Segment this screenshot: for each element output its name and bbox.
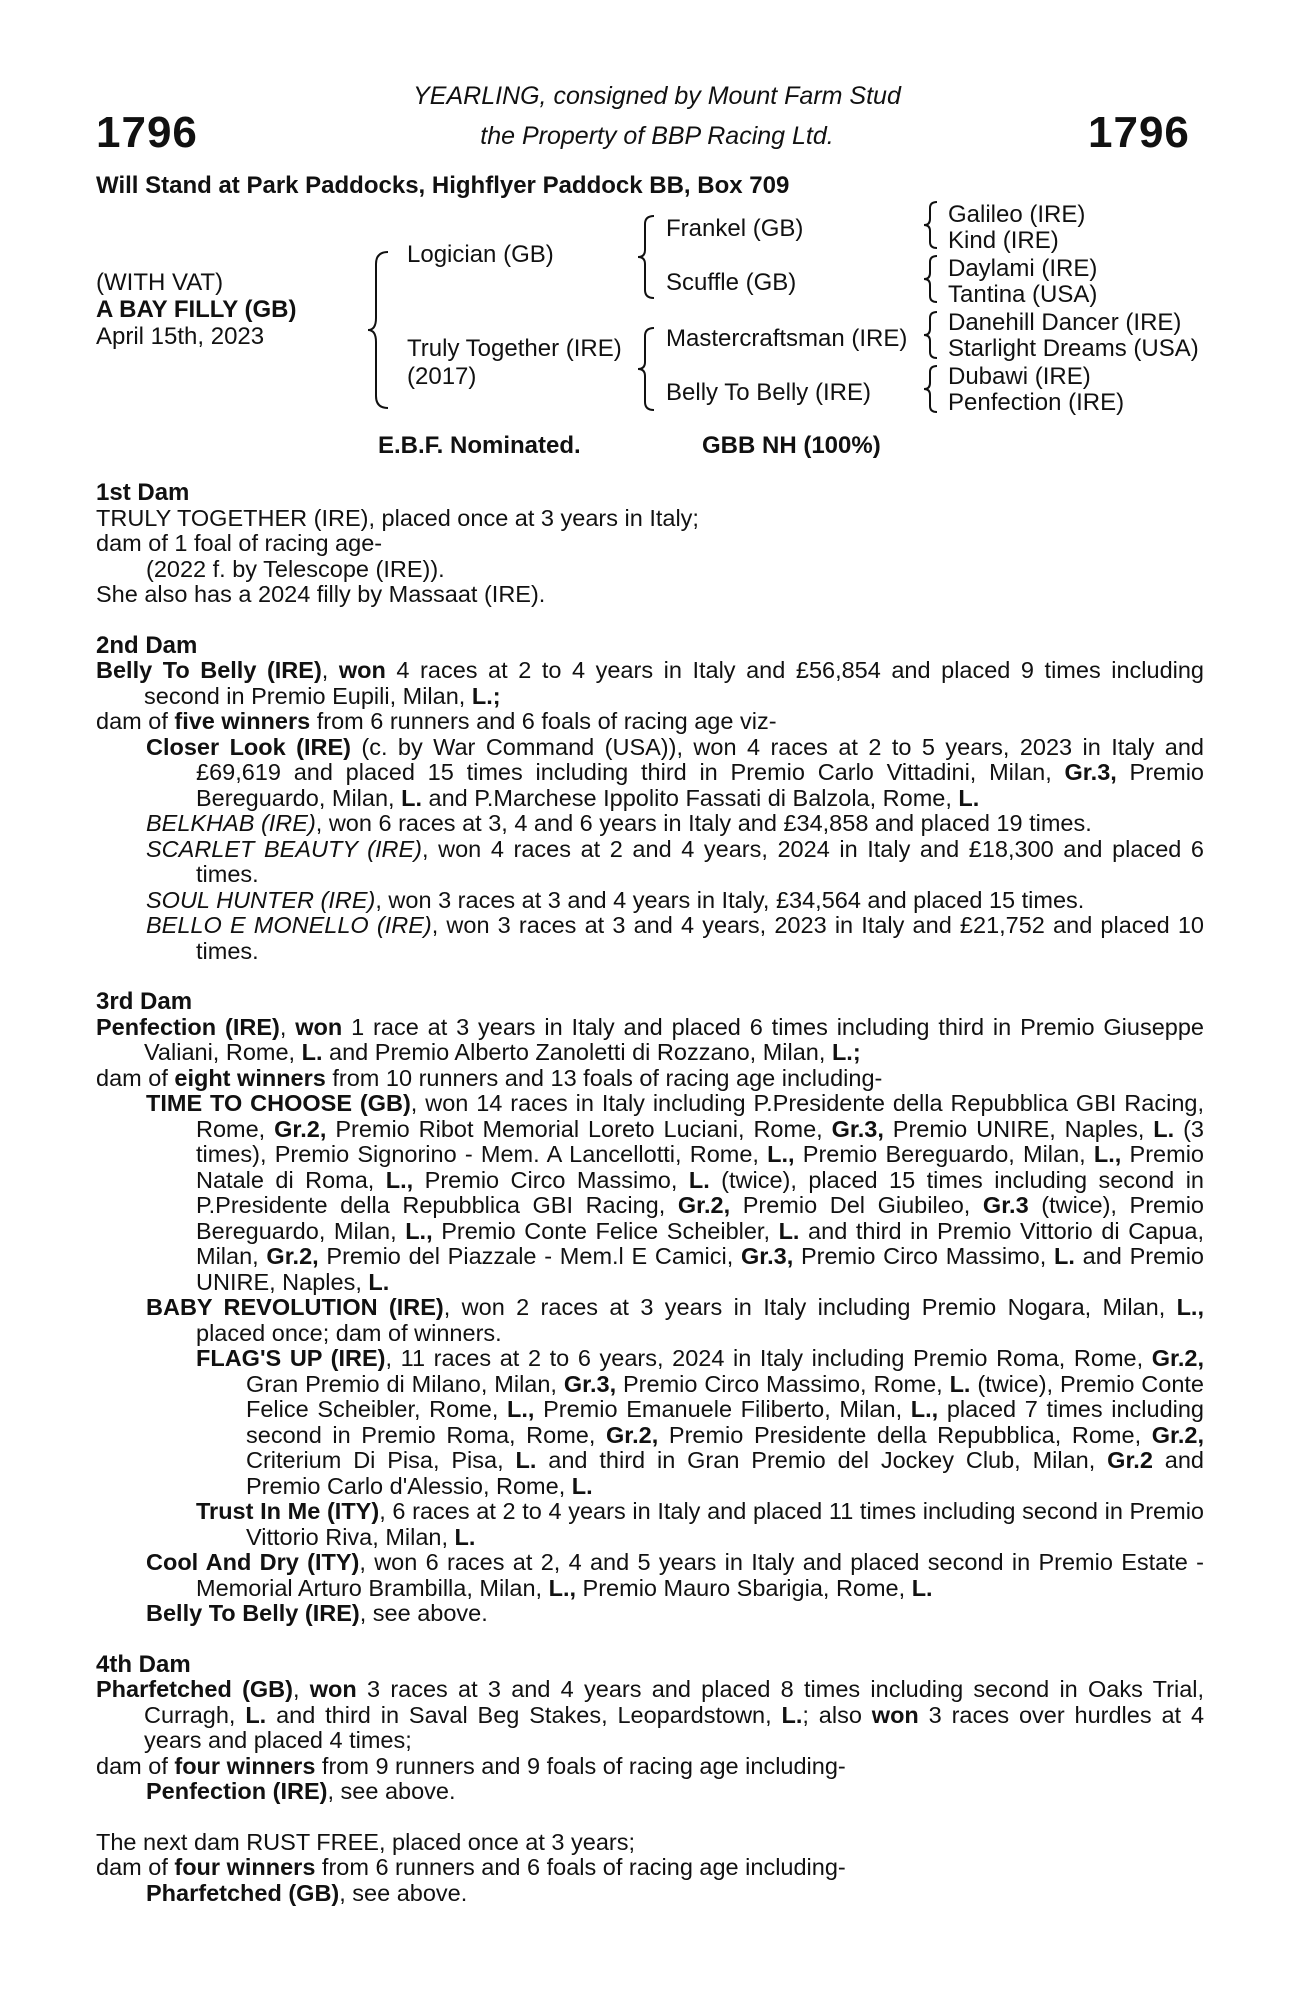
produce-baby-revolution: BABY REVOLUTION (IRE), won 2 races at 3 years in Italy including Premio Nogara, Milan, L., placed once; dam of winners. [146,1294,1204,1346]
produce-cool-and-dry: Cool And Dry (ITY), won 6 races at 2, 4 and 5 years in Italy and placed second in Premio Estate - Memorial Arturo Brambilla, Milan, L., Premio Mauro Sbarigia, Rome, L. [146,1549,1204,1601]
first-dam-summary: TRULY TOGETHER (IRE), placed once at 3 years in Italy; [96,504,699,531]
sire-dam: Scuffle (GB) [666,269,797,296]
pedigree-brace-main [368,250,392,410]
produce-belkhab: BELKHAB (IRE), won 6 races at 3, 4 and 6 years in Italy and £34,858 and placed 19 times. [146,810,1092,836]
granddam-1: Kind (IRE) [948,227,1059,254]
dam: Truly Together (IRE) [407,335,622,362]
produce-penfection: Penfection (IRE), see above. [146,1778,456,1804]
grandsire-1: Galileo (IRE) [948,201,1086,228]
produce-time-to-choose: TIME TO CHOOSE (GB), won 14 races in Italy including P.Presidente della Repubblica GBI Racing, Rome, Gr.2, Premio Ribot Memorial Loreto Luciani, Rome, Gr.3, Premio UNIRE, Naples, L. (3 times), Premio Signorino - Mem. A Lancellotti, Rome, L., Premio Bereguardo, Milan, L., Premio Natale di Roma, L., Premio Circo Massimo, L. (twice), placed 15 times including second in P.Presidente della Repubblica GBI Racing, Gr.2, Premio Del Giubileo, Gr.3 (twice), Premio Bereguardo, Milan, L., Premio Conte Felice Scheibler, L. and third in Premio Vittorio di Capua, Milan, Gr.2, Premio del Piazzale - Mem.l E Camici, Gr.3, Premio Circo Massimo, L. and Premio UNIRE, Naples, L. [146,1090,1204,1295]
pedigree-brace-g4 [924,364,940,414]
next-dam-record: The next dam RUST FREE, placed once at 3 years; [96,1828,636,1855]
second-dam-section [96,633,1204,965]
second-dam-heading: 2nd Dam [96,631,198,659]
grandsire-4: Dubawi (IRE) [948,363,1091,390]
first-dam-foal: (2022 f. by Telescope (IRE)). [146,555,445,582]
second-dam-record: Belly To Belly (IRE), won 4 races at 2 to 4 years in Italy and £56,854 and placed 9 times including second in Premio Eupili, Milan, L.; [96,657,1205,709]
third-dam-heading: 3rd Dam [96,988,193,1015]
produce-soul-hunter: SOUL HUNTER (IRE), won 3 races at 3 and 4 years in Italy, £34,564 and placed 15 times. [146,886,1085,913]
stand-location: Will Stand at Park Paddocks, Highflyer Paddock BB, Box 709 [96,172,790,199]
fourth-dam-record: Pharfetched (GB), won 3 races at 3 and 4 years and placed 8 times including second in Oaks Trial, Curragh, L. and third in Saval Beg Stakes, Leopardstown, L.; also won 3 races over hurdles at 4 years and placed 4 times; [96,1676,1205,1753]
horse-name: Closer Look (IRE) [146,733,351,760]
lot-number-right: 1796 [1088,108,1190,157]
pedigree-brace-g3 [924,310,940,360]
produce-scarlet-beauty: SCARLET BEAUTY (IRE), won 4 races at 2 and 4 years, 2024 in Italy and £18,300 and placed 6 times. [146,835,1205,887]
dam-lines [96,480,1204,1931]
second-dam-produce: dam of five winners from 6 runners and 6 foals of racing age viz- [96,708,777,734]
fourth-dam-produce: dam of four winners from 9 runners and 9 foals of racing age including- [96,1752,846,1779]
grandsire-2: Daylami (IRE) [948,255,1098,282]
dam-sire: Mastercraftsman (IRE) [666,325,908,352]
third-dam-record: Penfection (IRE), won 1 race at 3 years in Italy and placed 6 times including third in Premio Giuseppe Valiani, Rome, L. and Premio Alberto Zanoletti di Rozzano, Milan, L.; [96,1013,1204,1065]
next-dam-produce: dam of four winners from 6 runners and 6 foals of racing age including- [96,1854,846,1880]
granddam-2: Tantina (USA) [948,281,1098,308]
produce-pharfetched: Pharfetched (GB), see above. [146,1879,468,1906]
vat-label: (WITH VAT) [96,269,224,296]
produce-bello-e-monello: BELLO E MONELLO (IRE), won 3 races at 3 and 4 years, 2023 in Italy and £21,752 and placed 10 times. [146,912,1204,964]
fourth-dam-section [96,1652,1204,1805]
sire-sire: Frankel (GB) [666,215,804,242]
ebf-nominated: E.B.F. Nominated. [378,432,581,459]
granddam-4: Penfection (IRE) [948,389,1125,416]
dam-dam: Belly To Belly (IRE) [666,379,871,406]
grandsire-3: Danehill Dancer (IRE) [948,309,1182,336]
first-dam-section [96,480,1204,608]
produce-trust-in-me: Trust In Me (ITY), 6 races at 2 to 4 years in Italy and placed 11 times including second in Premio Vittorio Riva, Milan, L. [196,1498,1204,1550]
first-dam-heading: 1st Dam [96,479,190,506]
fourth-dam-heading: 4th Dam [96,1650,191,1678]
next-dam-section [96,1830,1204,1907]
first-dam-yearling-note: She also has a 2024 filly by Massaat (IRE). [96,581,546,607]
foaling-date: April 15th, 2023 [96,323,265,350]
third-dam-produce: dam of eight winners from 10 runners and 13 foals of racing age including- [96,1064,883,1091]
pedigree-brace-sire [638,214,658,300]
dam-year: (2017) [407,363,477,390]
pedigree-brace-g1 [924,200,940,250]
first-dam-produce: dam of 1 foal of racing age- [96,530,383,556]
horse-name: Belly To Belly (IRE) [96,657,322,683]
produce-flags-up: FLAG'S UP (IRE), 11 races at 2 to 6 years, 2024 in Italy including Premio Roma, Rome, Gr.2, Gran Premio di Milano, Milan, Gr.3, Premio Circo Massimo, Rome, L. (twice), Premio Conte Felice Scheibler, Rome, L., Premio Emanuele Filiberto, Milan, L., placed 7 times including second in Premio Roma, Rome, Gr.2, Premio Presidente della Repubblica, Rome, Gr.2, Criterium Di Pisa, Pisa, L. and third in Gran Premio del Jockey Club, Milan, Gr.2 and Premio Carlo d'Alessio, Rome, L. [196,1345,1204,1499]
third-dam-section [96,989,1204,1627]
produce-belly-to-belly: Belly To Belly (IRE), see above. [146,1600,488,1626]
lot-number-left: 1796 [96,108,198,157]
consignor-line: YEARLING, consigned by Mount Farm Stud [413,82,901,110]
pedigree-brace-dam [638,326,658,412]
granddam-3: Starlight Dreams (USA) [948,335,1199,362]
produce-closer-look: Closer Look (IRE) (c. by War Command (USA)), won 4 races at 2 to 5 years, 2023 in Italy and £69,619 and placed 15 times including third in Premio Carlo Vittadini, Milan, Gr.3, Premio Bereguardo, Milan, L. and P.Marchese Ippolito Fassati di Balzola, Rome, L. [146,733,1204,811]
pedigree-brace-g2 [924,254,940,304]
sire: Logician (GB) [407,241,554,268]
horse-name: A BAY FILLY (GB) [96,296,297,323]
gbb-status: GBB NH (100%) [702,432,881,459]
property-line: the Property of BBP Racing Ltd. [480,122,834,150]
